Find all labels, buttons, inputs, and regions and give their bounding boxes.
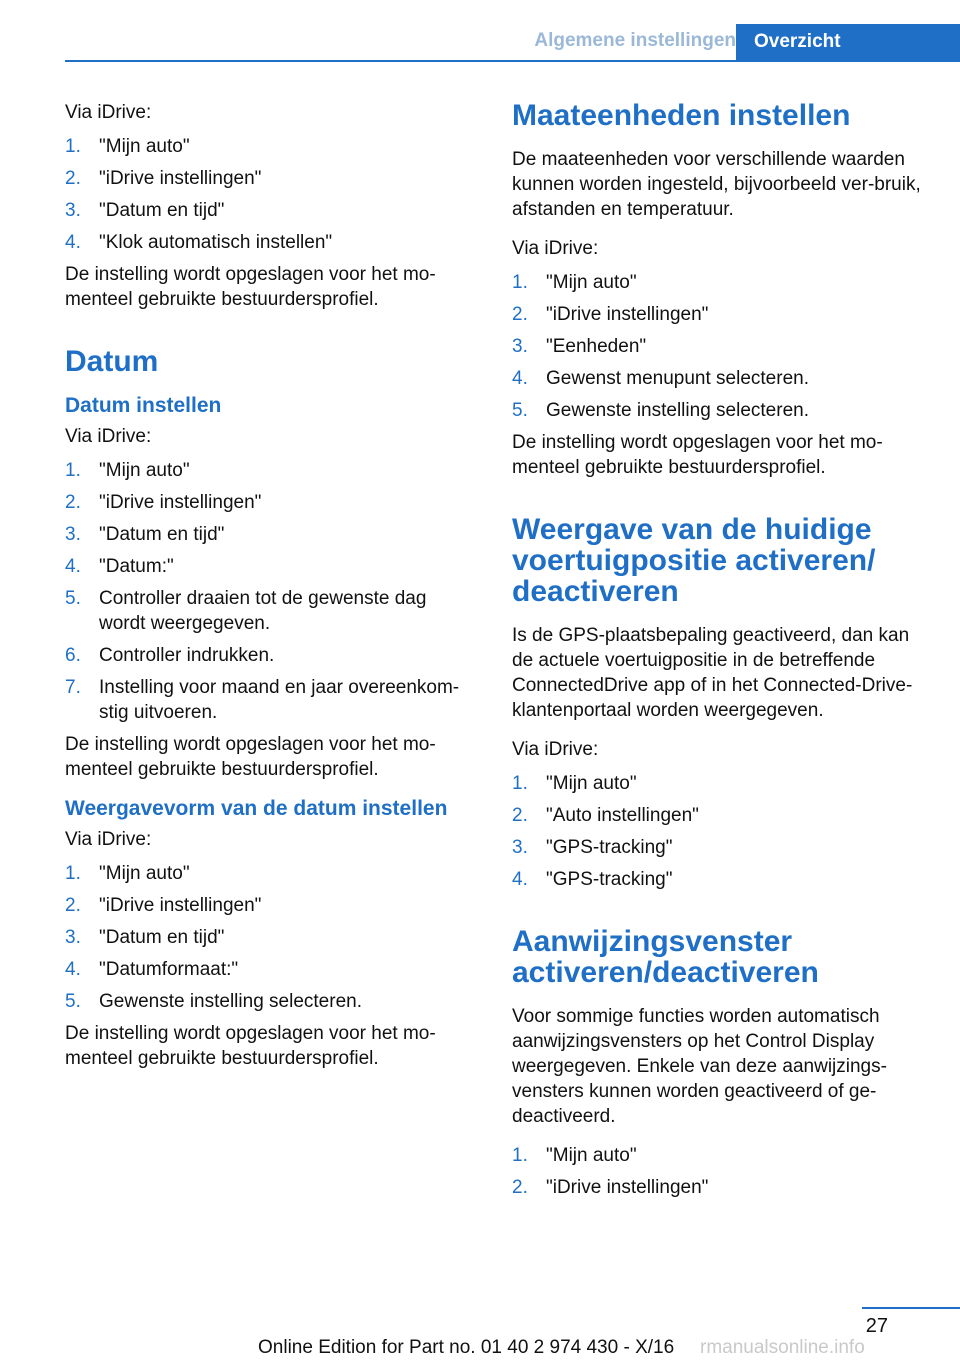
- step-item: [65, 957, 477, 982]
- step-text: "Datum en tijd": [99, 927, 225, 948]
- step-text: Gewenste instelling selecteren.: [546, 400, 809, 421]
- hint-steps: [512, 1143, 932, 1200]
- step-text: "Datum en tijd": [99, 524, 225, 545]
- step-item: [65, 893, 477, 918]
- step-text: "Mijn auto": [546, 773, 637, 794]
- step-number: 2.: [512, 304, 528, 325]
- position-steps: [512, 771, 932, 892]
- units-steps: [512, 270, 932, 423]
- step-item: [512, 835, 932, 860]
- step-number: 3.: [65, 200, 81, 221]
- step-text: Controller draaien tot de gewenste dag wordt weergegeven.: [99, 588, 427, 634]
- step-item: [512, 302, 932, 327]
- hint-heading: Aanwijzingsvenster activeren/deactiveren: [512, 925, 819, 989]
- step-item: [65, 925, 477, 950]
- step-item: [65, 643, 477, 668]
- step-text: "Mijn auto": [99, 460, 190, 481]
- step-item: [65, 522, 477, 547]
- step-text: "Datum en tijd": [99, 200, 225, 221]
- step-number: 1.: [512, 1145, 528, 1166]
- step-text: Instelling voor maand en jaar overeenkom‐stig uitvoeren.: [99, 677, 460, 723]
- step-item: [512, 867, 932, 892]
- step-number: 1.: [65, 460, 81, 481]
- step-text: "Datum:": [99, 556, 174, 577]
- step-number: 5.: [512, 400, 528, 421]
- units-intro: Via iDrive:: [512, 238, 599, 259]
- units-note: De instelling wordt opgeslagen voor het mo‐menteel gebruikte bestuurdersprofiel.: [512, 432, 883, 478]
- step-number: 2.: [65, 492, 81, 513]
- page-number: 27: [865, 1315, 888, 1337]
- edition-text: Online Edition for Part no. 01 40 2 974 430 - X/16: [258, 1337, 675, 1358]
- step-item: [512, 803, 932, 828]
- datum-set-note: De instelling wordt opgeslagen voor het mo‐menteel gebruikte bestuurdersprofiel.: [65, 734, 436, 780]
- datum-format-heading: Weergavevorm van de datum instellen: [65, 797, 448, 820]
- step-number: 1.: [512, 272, 528, 293]
- step-item: [512, 366, 932, 391]
- step-number: 4.: [65, 556, 81, 577]
- units-heading: Maateenheden instellen: [512, 99, 851, 132]
- clock-note: De instelling wordt opgeslagen voor het mo‐menteel gebruikte bestuurdersprofiel.: [65, 264, 436, 310]
- step-item: [65, 230, 477, 255]
- step-text: "iDrive instellingen": [99, 492, 262, 513]
- header-tab: Overzicht: [736, 24, 960, 60]
- datum-format-note: De instelling wordt opgeslagen voor het mo‐menteel gebruikte bestuurdersprofiel.: [65, 1023, 436, 1069]
- step-number: 2.: [512, 805, 528, 826]
- right-column: [512, 100, 932, 1207]
- step-number: 3.: [512, 837, 528, 858]
- step-number: 4.: [65, 232, 81, 253]
- step-text: Controller indrukken.: [99, 645, 275, 666]
- step-text: "Eenheden": [546, 336, 647, 357]
- step-number: 5.: [65, 588, 81, 609]
- step-number: 4.: [512, 869, 528, 890]
- step-item: [512, 771, 932, 796]
- datum-set-heading: Datum instellen: [65, 394, 222, 417]
- hint-description: Voor sommige functies worden automatisch aanwijzingsvensters op het Control Display weergegeven. Enkele van deze aanwijzings‐vensters kunnen worden geactiveerd of ge‐deactiveerd.: [512, 1006, 887, 1127]
- page-header: [65, 24, 960, 62]
- step-text: "iDrive instellingen": [546, 1177, 709, 1198]
- step-text: "GPS-tracking": [546, 869, 673, 890]
- position-heading: Weergave van de huidige voertuigpositie activeren/ deactiveren: [512, 513, 876, 608]
- step-item: [512, 398, 932, 423]
- left-column: [65, 100, 477, 1071]
- step-number: 3.: [65, 927, 81, 948]
- step-item: [512, 1175, 932, 1200]
- step-text: "Mijn auto": [546, 272, 637, 293]
- watermark: rmanualsonline.info: [700, 1337, 865, 1358]
- position-description: Is de GPS-plaatsbepaling geactiveerd, dan kan de actuele voertuigpositie in de betreffende ConnectedDrive app of in het Connected‐Drive-klantenportaal worden weergegeven.: [512, 625, 913, 721]
- step-item: [512, 270, 932, 295]
- step-number: 2.: [512, 1177, 528, 1198]
- step-text: "Mijn auto": [99, 136, 190, 157]
- step-number: 1.: [65, 863, 81, 884]
- step-item: [512, 334, 932, 359]
- step-item: [512, 1143, 932, 1168]
- step-item: [65, 134, 477, 159]
- step-number: 4.: [512, 368, 528, 389]
- step-number: 2.: [65, 895, 81, 916]
- step-item: [65, 989, 477, 1014]
- step-text: "iDrive instellingen": [546, 304, 709, 325]
- step-number: 4.: [65, 959, 81, 980]
- clock-intro: Via iDrive:: [65, 102, 152, 123]
- clock-steps: [65, 134, 477, 255]
- datum-set-steps: [65, 458, 477, 725]
- step-text: "Mijn auto": [99, 863, 190, 884]
- datum-format-intro: Via iDrive:: [65, 829, 152, 850]
- step-text: Gewenste instelling selecteren.: [99, 991, 362, 1012]
- step-item: [65, 586, 477, 636]
- step-text: "Datumformaat:": [99, 959, 239, 980]
- footer-rule: [862, 1307, 960, 1309]
- step-number: 1.: [65, 136, 81, 157]
- step-number: 3.: [65, 524, 81, 545]
- position-intro: Via iDrive:: [512, 739, 599, 760]
- header-section-title: Algemene instellingen: [534, 30, 736, 51]
- step-text: "Klok automatisch instellen": [99, 232, 333, 253]
- step-item: [65, 198, 477, 223]
- step-number: 6.: [65, 645, 81, 666]
- step-number: 7.: [65, 677, 81, 698]
- step-number: 3.: [512, 336, 528, 357]
- step-number: 1.: [512, 773, 528, 794]
- step-item: [65, 675, 477, 725]
- units-description: De maateenheden voor verschillende waarden kunnen worden ingesteld, bijvoorbeeld ver‐bruik, afstanden en temperatuur.: [512, 149, 921, 220]
- step-text: "iDrive instellingen": [99, 895, 262, 916]
- datum-heading: Datum: [65, 345, 159, 378]
- step-text: "Mijn auto": [546, 1145, 637, 1166]
- datum-format-steps: [65, 861, 477, 1014]
- step-text: "GPS-tracking": [546, 837, 673, 858]
- step-item: [65, 554, 477, 579]
- step-text: "Auto instellingen": [546, 805, 699, 826]
- datum-set-intro: Via iDrive:: [65, 426, 152, 447]
- step-item: [65, 166, 477, 191]
- step-number: 5.: [65, 991, 81, 1012]
- step-text: "iDrive instellingen": [99, 168, 262, 189]
- step-item: [65, 490, 477, 515]
- step-item: [65, 861, 477, 886]
- step-number: 2.: [65, 168, 81, 189]
- step-item: [65, 458, 477, 483]
- step-text: Gewenst menupunt selecteren.: [546, 368, 809, 389]
